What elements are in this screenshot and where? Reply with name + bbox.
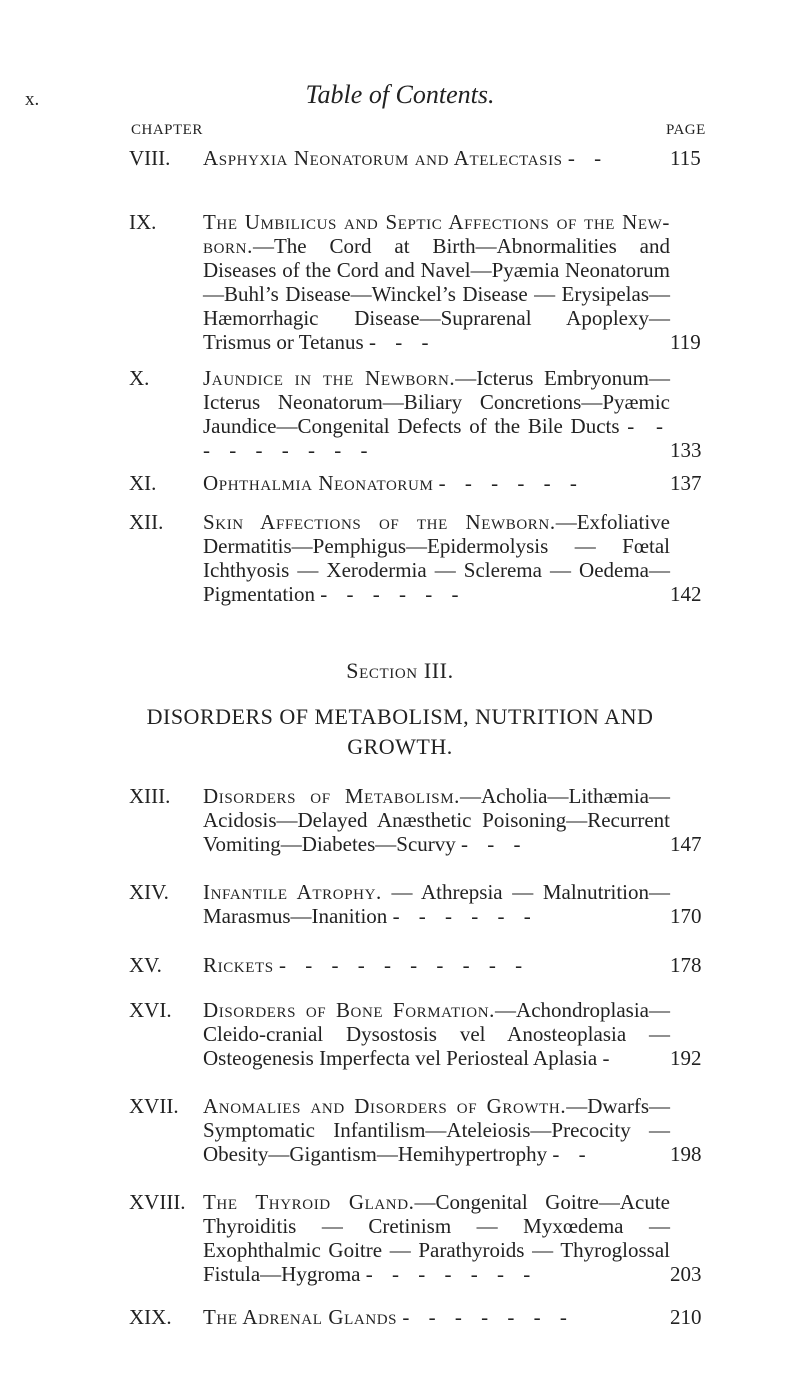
chapter-title: Asphyxia Neonatorum and Atelectasis [203,146,563,170]
chapter-title: The Adrenal Glands [203,1305,398,1329]
chapter-subtopics: —Achondroplasia—Cleido-cranial Dysostosis vel Anosteoplasia — Osteogenesis Imperfecta vel Periosteal Aplasia [203,998,670,1070]
dot-leader: - - - - - - [392,904,538,928]
chapter-subtopics: —Exfoliative Dermatitis—Pemphigus—Epidermolysis — Fœtal Ichthyosis — Xerodermia — Sclerema — Oedema—Pigmentation [203,510,670,606]
section-heading: Section III. [346,658,454,683]
page-ref: 210 [670,1305,702,1329]
toc-entry-viii [129,146,701,170]
page-ref: 133 [670,438,702,462]
dot-leader: - - - - - - [320,582,466,606]
chapter-number: XIV. [129,880,169,904]
dot-leader: - - - - - - - - - [203,414,670,462]
chapter-subtopics: —Congenital Goitre—Acute Thyroiditis — Cretinism — Myxœdema — Exophthalmic Goitre — Parathyroids — Thyroglossal Fistula—Hygroma [203,1190,670,1286]
chapter-subtopics: — Athrepsia — Malnutrition—Marasmus—Inanition [203,880,670,928]
toc-entry-xiv [129,880,702,928]
dot-leader: - - [552,1142,593,1166]
chapter-number: XIX. [129,1305,172,1329]
chapter-title: Disorders of Metabolism. [203,784,461,808]
chapter-number: XVII. [129,1094,179,1118]
chapter-title: Skin Affections of the Newborn. [203,510,556,534]
dot-leader: - - - - - - - [365,1262,538,1286]
chapter-title: The Umbilicus and Septic Affections of the New-born. [203,210,670,258]
dot-leader: - - - [461,832,528,856]
dot-leader: - - - - - - - [402,1305,574,1329]
dot-leader: - - [567,146,609,170]
toc-entry-xix [129,1305,702,1329]
chapter-subtopics: —Dwarfs—Symptomatic Infantilism—Ateleiosis—Precocity —Obesity—Gigantism—Hemihypertrophy [203,1094,670,1166]
chapter-number: VIII. [129,146,171,170]
chapter-title: Ophthalmia Neonatorum [203,471,434,495]
dot-leader: - - - - - - - - - - [278,953,530,977]
page-column-header: PAGE [666,122,706,138]
chapter-number: XVI. [129,998,172,1022]
toc-entry-xviii [129,1190,702,1286]
page-ref: 178 [670,953,702,977]
chapter-column-header: CHAPTER [131,122,203,138]
chapter-subtopics: —The Cord at Birth—Abnormalities and Diseases of the Cord and Navel—Pyæmia Neonatorum—Buhl’s Disease—Winckel’s Disease — Erysipelas—Hæmorrhagic Disease—Suprarenal Apoplexy—Trismus or Tetanus [203,234,670,354]
toc-entry-xii [129,510,702,606]
chapter-number: IX. [129,210,157,234]
toc-entry-xvii [129,1094,702,1166]
toc-entry-xi [129,471,702,495]
toc-entry-xvi [129,998,702,1070]
page-ref: 137 [670,471,702,495]
toc-entry-xiii [129,784,702,856]
toc-entry-xv [129,953,702,977]
chapter-number: XII. [129,510,164,534]
chapter-number: X. [129,366,150,390]
chapter-number: XVIII. [129,1190,186,1214]
chapter-title: Jaundice in the Newborn. [203,366,456,390]
chapter-title: The Thyroid Gland. [203,1190,415,1214]
chapter-number: XI. [129,471,157,495]
chapter-title: Anomalies and Disorders of Growth. [203,1094,567,1118]
toc-entry-x [129,366,702,462]
chapter-title: Infantile Atrophy. [203,880,382,904]
chapter-subtopics: —Icterus Embryonum—Icterus Neonatorum—Biliary Concretions—Pyæmic Jaundice—Congenital Defects of the Bile Ducts [203,366,670,438]
dot-leader: - [602,1046,617,1070]
page-number: x. [25,89,40,110]
section-title: DISORDERS OF METABOLISM, NUTRITION AND GROWTH. [146,704,654,759]
chapter-title: Rickets [203,953,274,977]
page-ref: 192 [670,1046,702,1070]
chapter-number: XIII. [129,784,171,808]
chapter-number: XV. [129,953,162,977]
page-ref: 115 [670,146,701,170]
dot-leader: - - - - - - [438,471,584,495]
page-ref: 147 [670,832,702,856]
page-ref: 119 [670,330,701,354]
toc-entry-ix [129,210,701,354]
chapter-title: Disorders of Bone Formation. [203,998,496,1022]
page-ref: 142 [670,582,702,606]
dot-leader: - - - [368,330,436,354]
running-title: Table of Contents. [305,80,495,109]
page-ref: 203 [670,1262,702,1286]
page-ref: 170 [670,904,702,928]
page-ref: 198 [670,1142,702,1166]
chapter-subtopics: —Acholia—Lithæmia—Acidosis—Delayed Anæsthetic Poisoning—Recurrent Vomiting—Diabetes—Scurvy [203,784,670,856]
